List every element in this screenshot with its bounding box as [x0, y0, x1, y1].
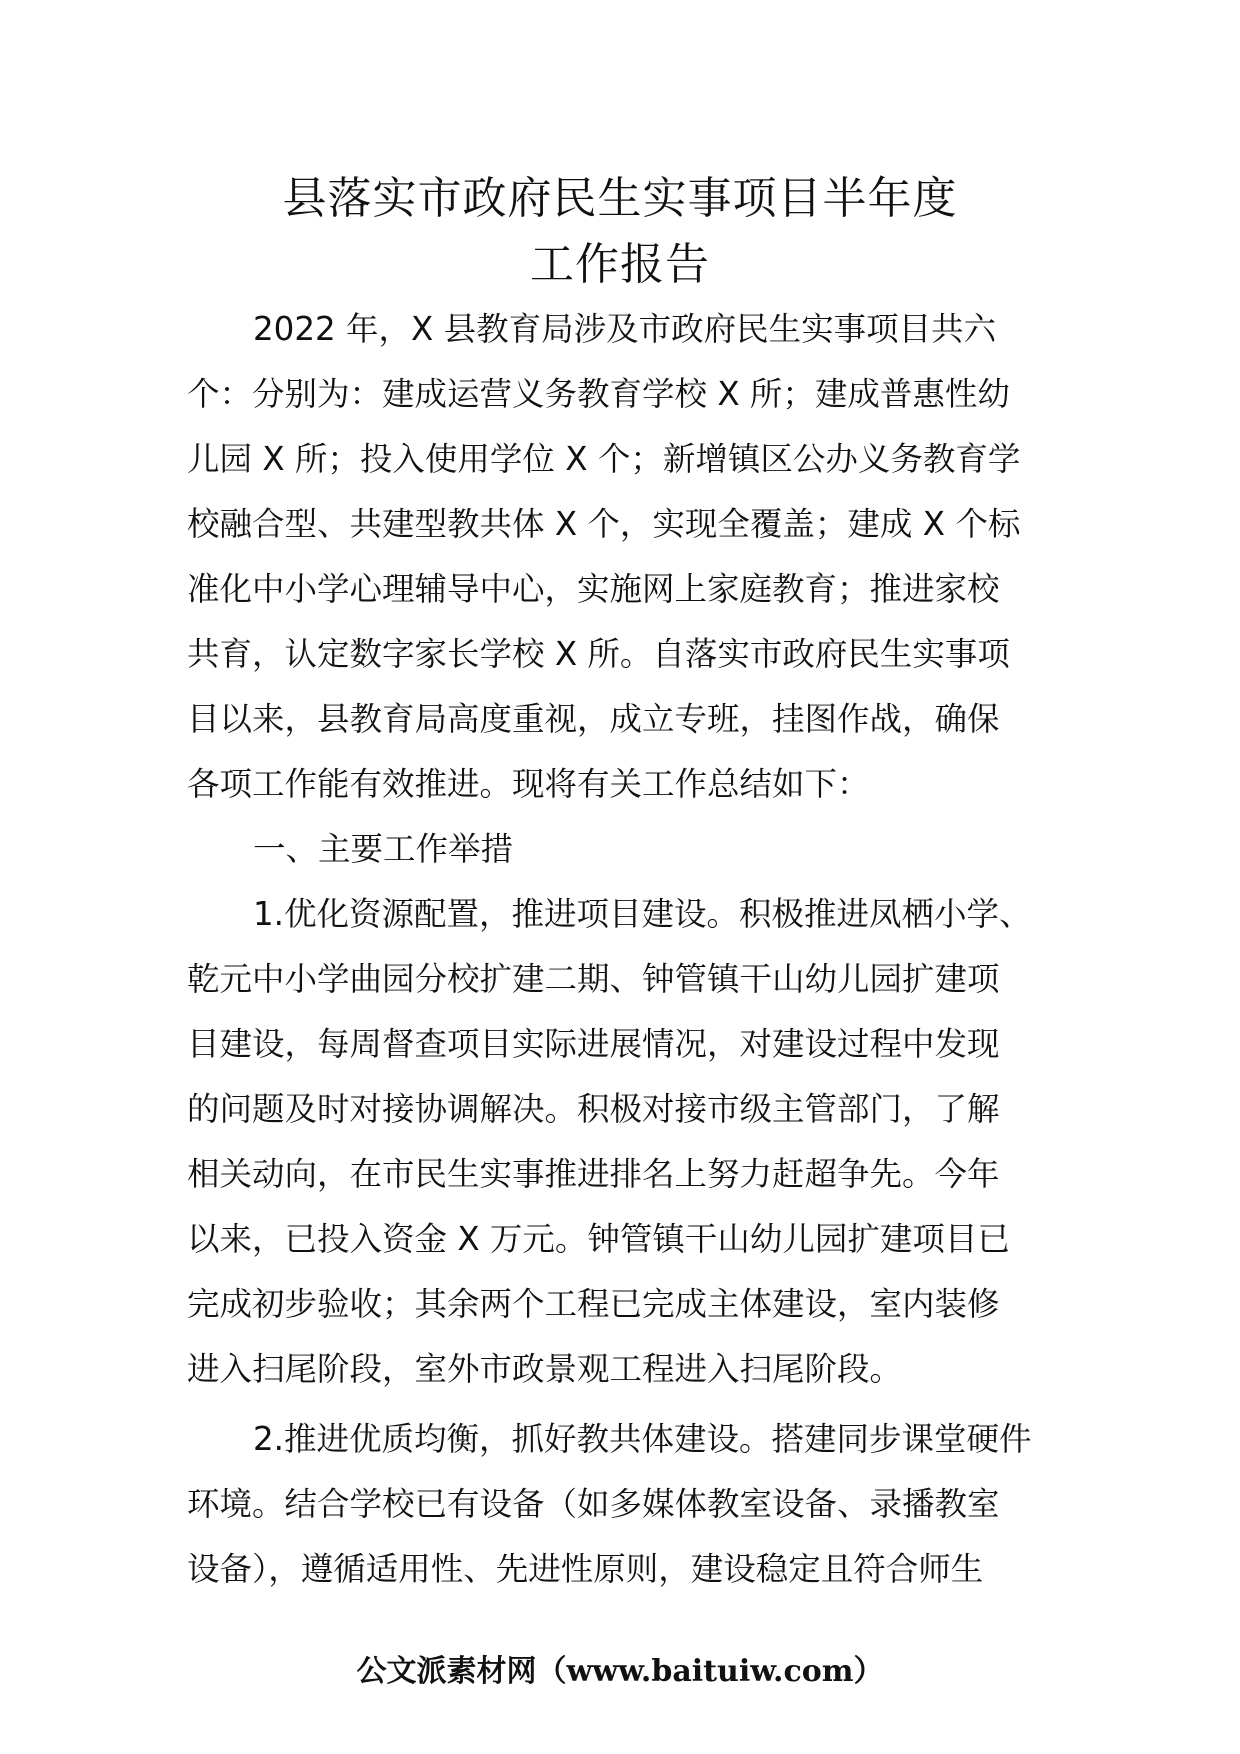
document-body [187, 297, 1053, 1602]
paragraph-intro-line: 校融合型、共建型教共体 X 个，实现全覆盖；建成 X 个标 [187, 505, 1021, 543]
paragraph-item-2-line: 2.推进优质均衡，抓好教共体建设。搭建同步课堂硬件 [253, 1420, 1032, 1458]
paragraph-item-2-line: 设备），遵循适用性、先进性原则，建设稳定且符合师生 [187, 1550, 984, 1588]
paragraph-item-1-line: 相关动向，在市民生实事推进排名上努力赶超争先。今年 [187, 1155, 1000, 1193]
document-title-line-1: 县落实市政府民生实事项目半年度 [282, 173, 958, 224]
paragraph-intro-line: 各项工作能有效推进。现将有关工作总结如下： [187, 765, 870, 803]
paragraph-intro-line: 个：分别为：建成运营义务教育学校 X 所；建成普惠性幼 [187, 375, 1010, 413]
paragraph-intro-line: 目以来，县教育局高度重视，成立专班，挂图作战，确保 [187, 700, 1000, 738]
paragraph-item-1-line: 进入扫尾阶段，室外市政景观工程进入扫尾阶段。 [187, 1350, 903, 1388]
paragraph-intro-line: 共育，认定数字家长学校 X 所。自落实市政府民生实事项 [187, 635, 1010, 673]
paragraph-item-1-line: 完成初步验收；其余两个工程已完成主体建设，室内装修 [187, 1285, 1000, 1323]
paragraph-item-1-line: 1.优化资源配置，推进项目建设。积极推进凤栖小学、 [253, 895, 1032, 933]
paragraph-intro-line: 准化中小学心理辅导中心，实施网上家庭教育；推进家校 [187, 570, 1000, 608]
paragraph-item-2-line: 环境。结合学校已有设备（如多媒体教室设备、录播教室 [187, 1485, 1000, 1523]
paragraph-item-1-line: 的问题及时对接协调解决。积极对接市级主管部门，了解 [187, 1090, 1000, 1128]
paragraph-item-1-line: 以来，已投入资金 X 万元。钟管镇干山幼儿园扩建项目已 [187, 1220, 1010, 1258]
paragraph-item-1-line: 目建设，每周督查项目实际进展情况，对建设过程中发现 [187, 1025, 1000, 1063]
footer-watermark-text: 公文派素材网（www.baituiw.com） [356, 1654, 884, 1689]
paragraph-item-1-line: 乾元中小学曲园分校扩建二期、钟管镇干山幼儿园扩建项 [187, 960, 1000, 998]
document-title-line-2: 工作报告 [530, 239, 710, 290]
section-heading: 一、主要工作举措 [253, 830, 514, 868]
paragraph-intro-line: 2022 年，X 县教育局涉及市政府民生实事项目共六 [253, 310, 997, 348]
paragraph-intro-line: 儿园 X 所；投入使用学位 X 个；新增镇区公办义务教育学 [187, 440, 1021, 478]
